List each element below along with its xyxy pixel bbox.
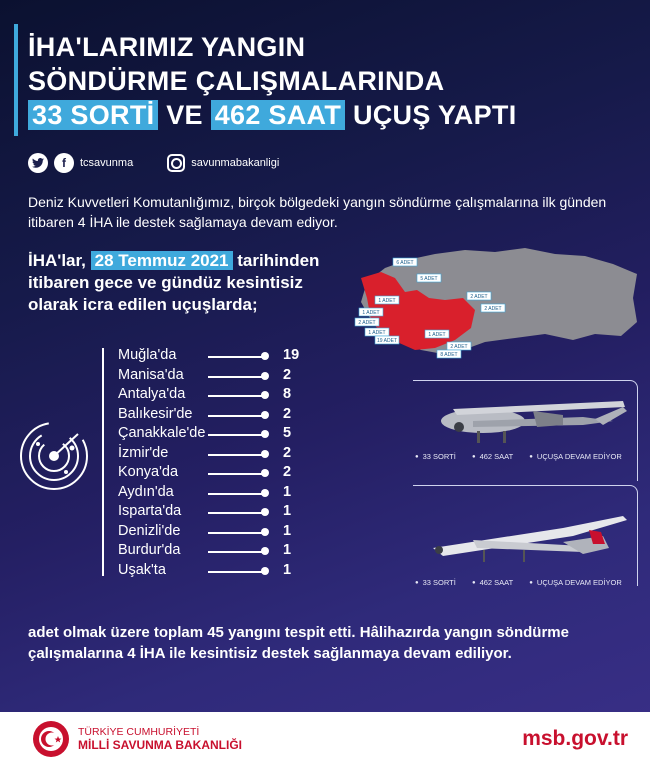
- list-item: [118, 367, 303, 387]
- instagram-icon[interactable]: [167, 154, 185, 172]
- lead-pre: İHA'lar,: [28, 251, 86, 270]
- list-item: [118, 425, 303, 445]
- date-highlight: 28 Temmuz 2021: [91, 251, 233, 270]
- ministry-line2: MİLLİ SAVUNMA BAKANLIĞI: [78, 738, 242, 752]
- map-tag-label: 1 ADET: [428, 332, 446, 338]
- headline-line2: SÖNDÜRME ÇALIŞMALARINDA: [28, 66, 445, 96]
- bullet-dot: [261, 372, 269, 380]
- bullet-dot: [261, 411, 269, 419]
- city-name: Isparta'da: [118, 503, 182, 519]
- list-item: [118, 503, 303, 523]
- lead-line1: [28, 250, 319, 272]
- fire-count: 2: [283, 405, 292, 422]
- bullet-dot: [261, 508, 269, 516]
- headline-line3: [28, 98, 517, 132]
- list-item: [118, 386, 303, 406]
- city-name: Çanakkale'de: [118, 425, 206, 441]
- fire-count: 8: [283, 386, 292, 402]
- tb2-panel: [413, 485, 638, 586]
- radar-icon: [18, 420, 90, 492]
- fire-count: 1: [283, 503, 292, 519]
- social-bar: [28, 153, 279, 173]
- lead-text: [28, 250, 319, 316]
- intro-text: Deniz Kuvvetleri Komutanlığımız, birçok bölgedeki yangın söndürme çalışmalarına ilk günden itibaren 4 İHA ile destek sağlamaya devam ediyor.: [28, 194, 607, 230]
- twitter-handle[interactable]: tcsavunma: [80, 157, 134, 169]
- bullet-dot: [261, 567, 269, 575]
- facebook-icon[interactable]: f: [54, 153, 74, 173]
- fire-count: 2: [283, 366, 292, 383]
- instagram-handle[interactable]: savunmabakanligi: [191, 157, 280, 169]
- map-tag-label: 6 ADET: [396, 260, 414, 266]
- bullet-dot: [261, 391, 269, 399]
- ministry-emblem-icon: [32, 720, 70, 758]
- tb2-drone-illustration: [413, 486, 637, 576]
- city-name: Antalya'da: [118, 386, 186, 402]
- list-item: [118, 523, 303, 543]
- anka-panel: [413, 380, 638, 481]
- map-tag-label: 2 ADET: [484, 306, 502, 312]
- map-tag-label: 2 ADET: [450, 344, 468, 350]
- list-item: [118, 347, 303, 367]
- ministry-line1: TÜRKİYE CUMHURİYETİ: [78, 726, 200, 738]
- caption-status-2: ● UÇUŞA DEVAM EDİYOR: [529, 578, 622, 587]
- map-tag-label: 8 ADET: [440, 352, 458, 358]
- tb2-caption: [415, 578, 636, 587]
- city-name: Muğla'da: [118, 347, 177, 363]
- accent-bar: [14, 24, 18, 136]
- city-name: Uşak'ta: [118, 561, 166, 578]
- turkey-map: [345, 238, 643, 366]
- bullet-dot: [261, 450, 269, 458]
- fire-count: 1: [283, 483, 292, 500]
- fire-count: 5: [283, 425, 292, 441]
- list-item: [118, 464, 303, 484]
- city-name: Manisa'da: [118, 366, 184, 383]
- map-tag-label: 5 ADET: [420, 276, 438, 282]
- twitter-icon[interactable]: [28, 153, 48, 173]
- headline-rest: UÇUŞ YAPTI: [352, 100, 517, 130]
- fire-count: 1: [283, 522, 292, 539]
- fire-count: 1: [283, 542, 292, 558]
- map-tag-label: 2 ADET: [470, 294, 488, 300]
- map-tag-label: 2 ADET: [358, 320, 376, 326]
- lead-post: tarihinden: [237, 251, 320, 270]
- city-name: Denizli'de: [118, 522, 181, 539]
- headline-line1: İHA'LARIMIZ YANGIN: [28, 32, 306, 62]
- caption-sorti-2: ● 33 SORTİ: [415, 578, 456, 587]
- fire-count: 1: [283, 561, 292, 578]
- city-name: İzmir'de: [118, 444, 169, 461]
- list-item: [118, 406, 303, 426]
- fire-count: 19: [283, 347, 300, 363]
- bullet-dot: [261, 430, 269, 438]
- caption-status: ● UÇUŞA DEVAM EDİYOR: [529, 452, 622, 461]
- saat-highlight: 462 SAAT: [211, 100, 345, 130]
- bullet-dot: [261, 528, 269, 536]
- city-name: Burdur'da: [118, 542, 181, 558]
- website-link[interactable]: msb.gov.tr: [522, 727, 628, 750]
- lead-line2: itibaren gece ve gündüz kesintisiz: [28, 273, 303, 292]
- city-name: Aydın'da: [118, 483, 174, 500]
- city-name: Balıkesir'de: [118, 405, 193, 422]
- map-tag-label: 1 ADET: [368, 330, 386, 336]
- list-divider: [102, 348, 104, 576]
- lead-line3: olarak icra edilen uçuşlarda;: [28, 295, 258, 314]
- headline-ve: VE: [166, 100, 203, 130]
- list-item: [118, 484, 303, 504]
- bullet-dot: [261, 469, 269, 477]
- caption-sorti: ● 33 SORTİ: [415, 452, 456, 461]
- list-item: [118, 445, 303, 465]
- list-item: [118, 562, 303, 582]
- map-tag-label: 19 ADET: [376, 338, 398, 344]
- summary-text: adet olmak üzere toplam 45 yangını tespit etti. Hâlihazırda yangın söndürme çalışmalarına 4 İHA ile kesintisiz destek sağlanmaya devam ediliyor.: [28, 624, 569, 662]
- map-tag-label: 1 ADET: [362, 310, 380, 316]
- bullet-dot: [261, 352, 269, 360]
- caption-saat-2: ● 462 SAAT: [472, 578, 513, 587]
- bullet-dot: [261, 489, 269, 497]
- sorti-highlight: 33 SORTİ: [28, 100, 158, 130]
- anka-drone-illustration: [413, 381, 637, 451]
- city-name: Konya'da: [118, 464, 179, 480]
- fire-list: [118, 347, 303, 581]
- caption-saat: ● 462 SAAT: [472, 452, 513, 461]
- bullet-dot: [261, 547, 269, 555]
- headline: [28, 30, 517, 132]
- list-item: [118, 542, 303, 562]
- ministry-name: [78, 726, 242, 753]
- anka-caption: [415, 452, 636, 461]
- fire-count: 2: [283, 444, 292, 461]
- fire-count: 2: [283, 464, 292, 480]
- map-tag-label: 1 ADET: [378, 298, 396, 304]
- footer: [0, 712, 650, 766]
